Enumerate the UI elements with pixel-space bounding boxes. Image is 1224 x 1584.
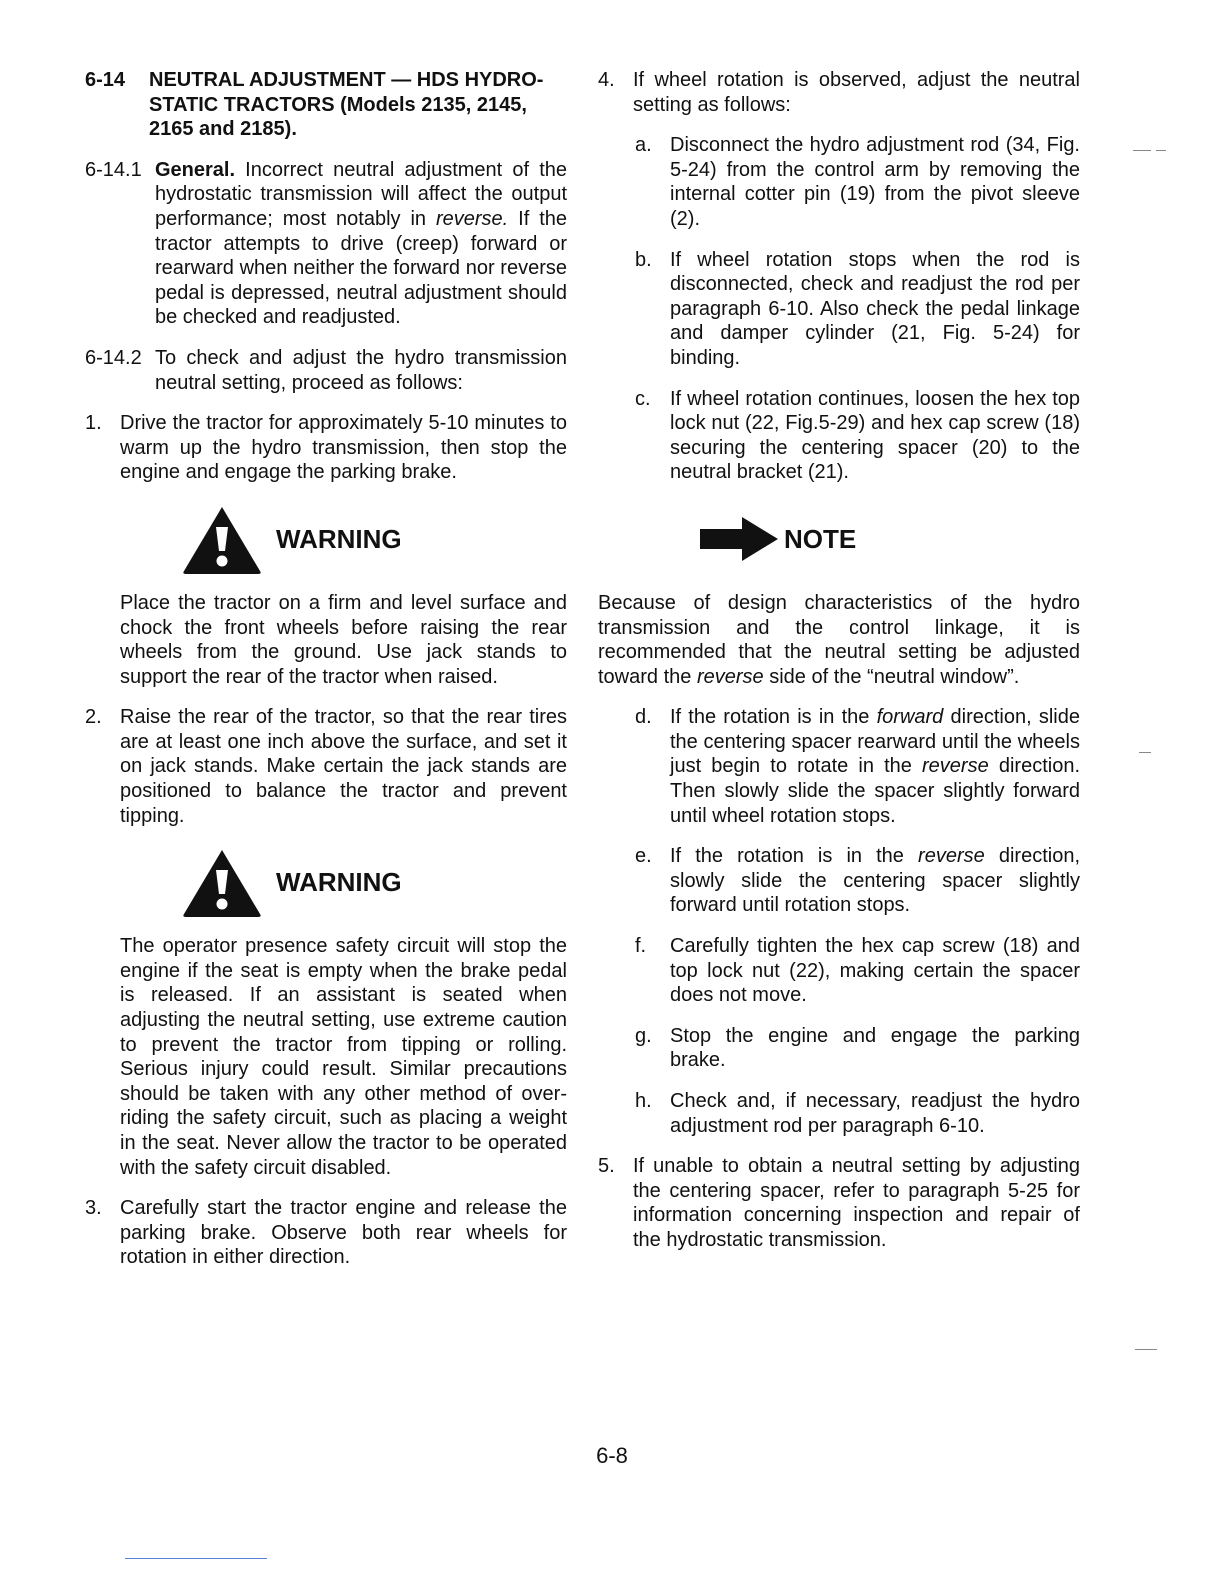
note-text-2: side of the “neutral window”. xyxy=(763,665,1020,688)
substep-letter: e. xyxy=(635,845,652,868)
substep-e-emphasis: reverse xyxy=(918,845,985,868)
substep-text: Disconnect the hydro adjustment rod (34, Fig. 5-24) from the control arm by removing the internal cotter pin (19) from the pivot sleeve (2). xyxy=(670,134,1080,230)
step-text: Carefully start the tractor engine and release the parking brake. Observe both rear wheels for rotation in either direction. xyxy=(120,1197,567,1269)
step-4 xyxy=(598,68,1080,117)
right-column xyxy=(598,68,1080,1269)
substep-letter: a. xyxy=(635,134,652,157)
substep-letter: f. xyxy=(635,935,647,958)
warning-text-1: Place the tractor on a firm and level surface and chock the front wheels before raising the rear wheels from the ground. Use jack stands to support the rear of the tractor when raised. xyxy=(120,591,567,688)
step-text: If wheel rotation is observed, adjust the neutral setting as follows: xyxy=(633,69,1080,116)
general-lead: General. xyxy=(155,158,236,181)
warning-label: WARNING xyxy=(276,866,402,897)
margin-mark xyxy=(1133,150,1151,151)
substep-e xyxy=(635,844,1080,918)
substep-text: Check and, if necessary, readjust the hydro adjustment rod per paragraph 6-10. xyxy=(670,1090,1080,1137)
substep-text xyxy=(670,705,1080,828)
paragraph-number: 6-14.2 xyxy=(85,346,142,369)
margin-mark xyxy=(1156,150,1166,151)
substep-letter: b. xyxy=(635,248,652,271)
substep-c xyxy=(635,387,1080,485)
page-number: 6-8 xyxy=(596,1443,628,1468)
step-number: 1. xyxy=(85,412,102,435)
substep-d-text-1: If the rotation is in the xyxy=(670,706,877,729)
note-emphasis: reverse xyxy=(696,665,764,688)
substep-b xyxy=(635,248,1080,371)
substep-letter: g. xyxy=(635,1024,652,1047)
general-paragraph xyxy=(85,158,567,330)
margin-mark xyxy=(1135,1349,1157,1350)
substep-f xyxy=(635,934,1080,1008)
step-number: 3. xyxy=(85,1197,102,1220)
section-title: NEUTRAL ADJUSTMENT — HDS HYDRO-STATIC TRACTORS (Models 2135, 2145, 2165 and 2185). xyxy=(149,69,544,141)
substep-text xyxy=(670,844,1080,918)
note-text-1: Because of design characteristics of the hydro transmission and the control linkage, it is recommended that the neutral setting be adjusted toward the xyxy=(598,591,1080,688)
substep-g xyxy=(635,1024,1080,1073)
margin-mark xyxy=(1139,752,1151,753)
general-emphasis: reverse. xyxy=(435,207,509,230)
step-number: 2. xyxy=(85,706,102,729)
general-text-2: If the tractor attempts to drive (creep) forward or rearward when neither the forward nor reverse pedal is depressed, neutral adjustment should be checked and readjusted. xyxy=(155,207,567,329)
paragraph-number: 6-14.1 xyxy=(85,158,142,181)
substep-text: If wheel rotation stops when the rod is disconnected, check and readjust the rod per paragraph 6-10. Also check the pedal linkage and damper cylinder (21, Fig. 5-24) for binding. xyxy=(670,248,1080,369)
note-label: NOTE xyxy=(784,523,857,554)
general-text-1: Incorrect neutral adjustment of the hydrostatic transmission will affect the output performance; most notably in xyxy=(155,158,567,230)
warning-triangle-icon xyxy=(180,503,264,575)
substep-e-text-2: direction, slowly slide the centering spacer slightly forward until rotation stops. xyxy=(670,845,1081,917)
substep-letter: c. xyxy=(635,387,651,410)
scan-edge-line xyxy=(125,1558,267,1559)
step-number: 4. xyxy=(598,69,615,91)
substep-text: If wheel rotation continues, loosen the hex top lock nut (22, Fig.5-29) and hex cap screw (18) securing the centering spacer (20) to the neutral bracket (21). xyxy=(670,387,1080,484)
substep-h xyxy=(635,1089,1080,1138)
step-2 xyxy=(85,705,567,828)
note-text xyxy=(598,591,1080,689)
check-paragraph xyxy=(85,346,567,395)
substep-text: Carefully tighten the hex cap screw (18) and top lock nut (22), making certain the spacer does not move. xyxy=(670,935,1080,1007)
section-heading xyxy=(85,68,567,142)
section-number: 6-14 xyxy=(85,69,126,91)
step-3 xyxy=(85,1196,567,1270)
substep-letter: h. xyxy=(635,1090,652,1112)
step-5 xyxy=(598,1154,1080,1252)
substep-a xyxy=(635,133,1080,231)
warning-text-2: The operator presence safety circuit will stop the engine if the seat is empty when the brake pedal is released. If an assistant is seated when adjusting the neutral setting, use extreme caution to prevent the tractor from tipping or rolling. Serious injury could result. Similar precautions should be taken with any other method of over-riding the safety circuit, such as placing a weight in the seat. Never allow the tractor to be operated with the safety circuit disabled. xyxy=(120,935,567,1179)
left-column xyxy=(85,68,567,1286)
warning-callout-2 xyxy=(180,844,567,920)
note-callout xyxy=(698,501,1080,577)
warning-label: WARNING xyxy=(276,523,402,554)
substep-d-text-3: direction. Then slowly slide the spacer slightly forward until wheel rotation stops. xyxy=(670,755,1080,827)
substep-letter: d. xyxy=(635,706,652,729)
warning-triangle-icon xyxy=(180,846,264,918)
step-text: If unable to obtain a neutral setting by adjusting the centering spacer, refer to paragraph 5-25 for information concerning inspection and repair of the hydrostatic transmission. xyxy=(633,1155,1080,1251)
warning-callout-1 xyxy=(180,501,567,577)
substep-text: Stop the engine and engage the parking brake. xyxy=(670,1024,1080,1072)
substep-d-emphasis-2: reverse xyxy=(922,755,989,778)
substep-e-text-1: If the rotation is in the xyxy=(670,845,919,868)
substep-d xyxy=(635,705,1080,828)
substep-d-emphasis-1: forward xyxy=(876,706,944,729)
step-text: Raise the rear of the tractor, so that the rear tires are at least one inch above the surface, and set it on jack stands. Make certain the jack stands are positioned to balance the tractor and prevent tipping. xyxy=(120,706,567,827)
step-text: Drive the tractor for approximately 5-10 minutes to warm up the hydro transmission, then stop the engine and engage the parking brake. xyxy=(120,412,567,484)
arrow-right-icon xyxy=(698,515,780,563)
step-1 xyxy=(85,411,567,485)
substep-d-text-2: direction, slide the centering spacer rearward until the wheels just begin to rotate in the xyxy=(670,706,1080,778)
step-number: 5. xyxy=(598,1155,615,1178)
check-text: To check and adjust the hydro transmission neutral setting, proceed as follows: xyxy=(155,346,567,394)
